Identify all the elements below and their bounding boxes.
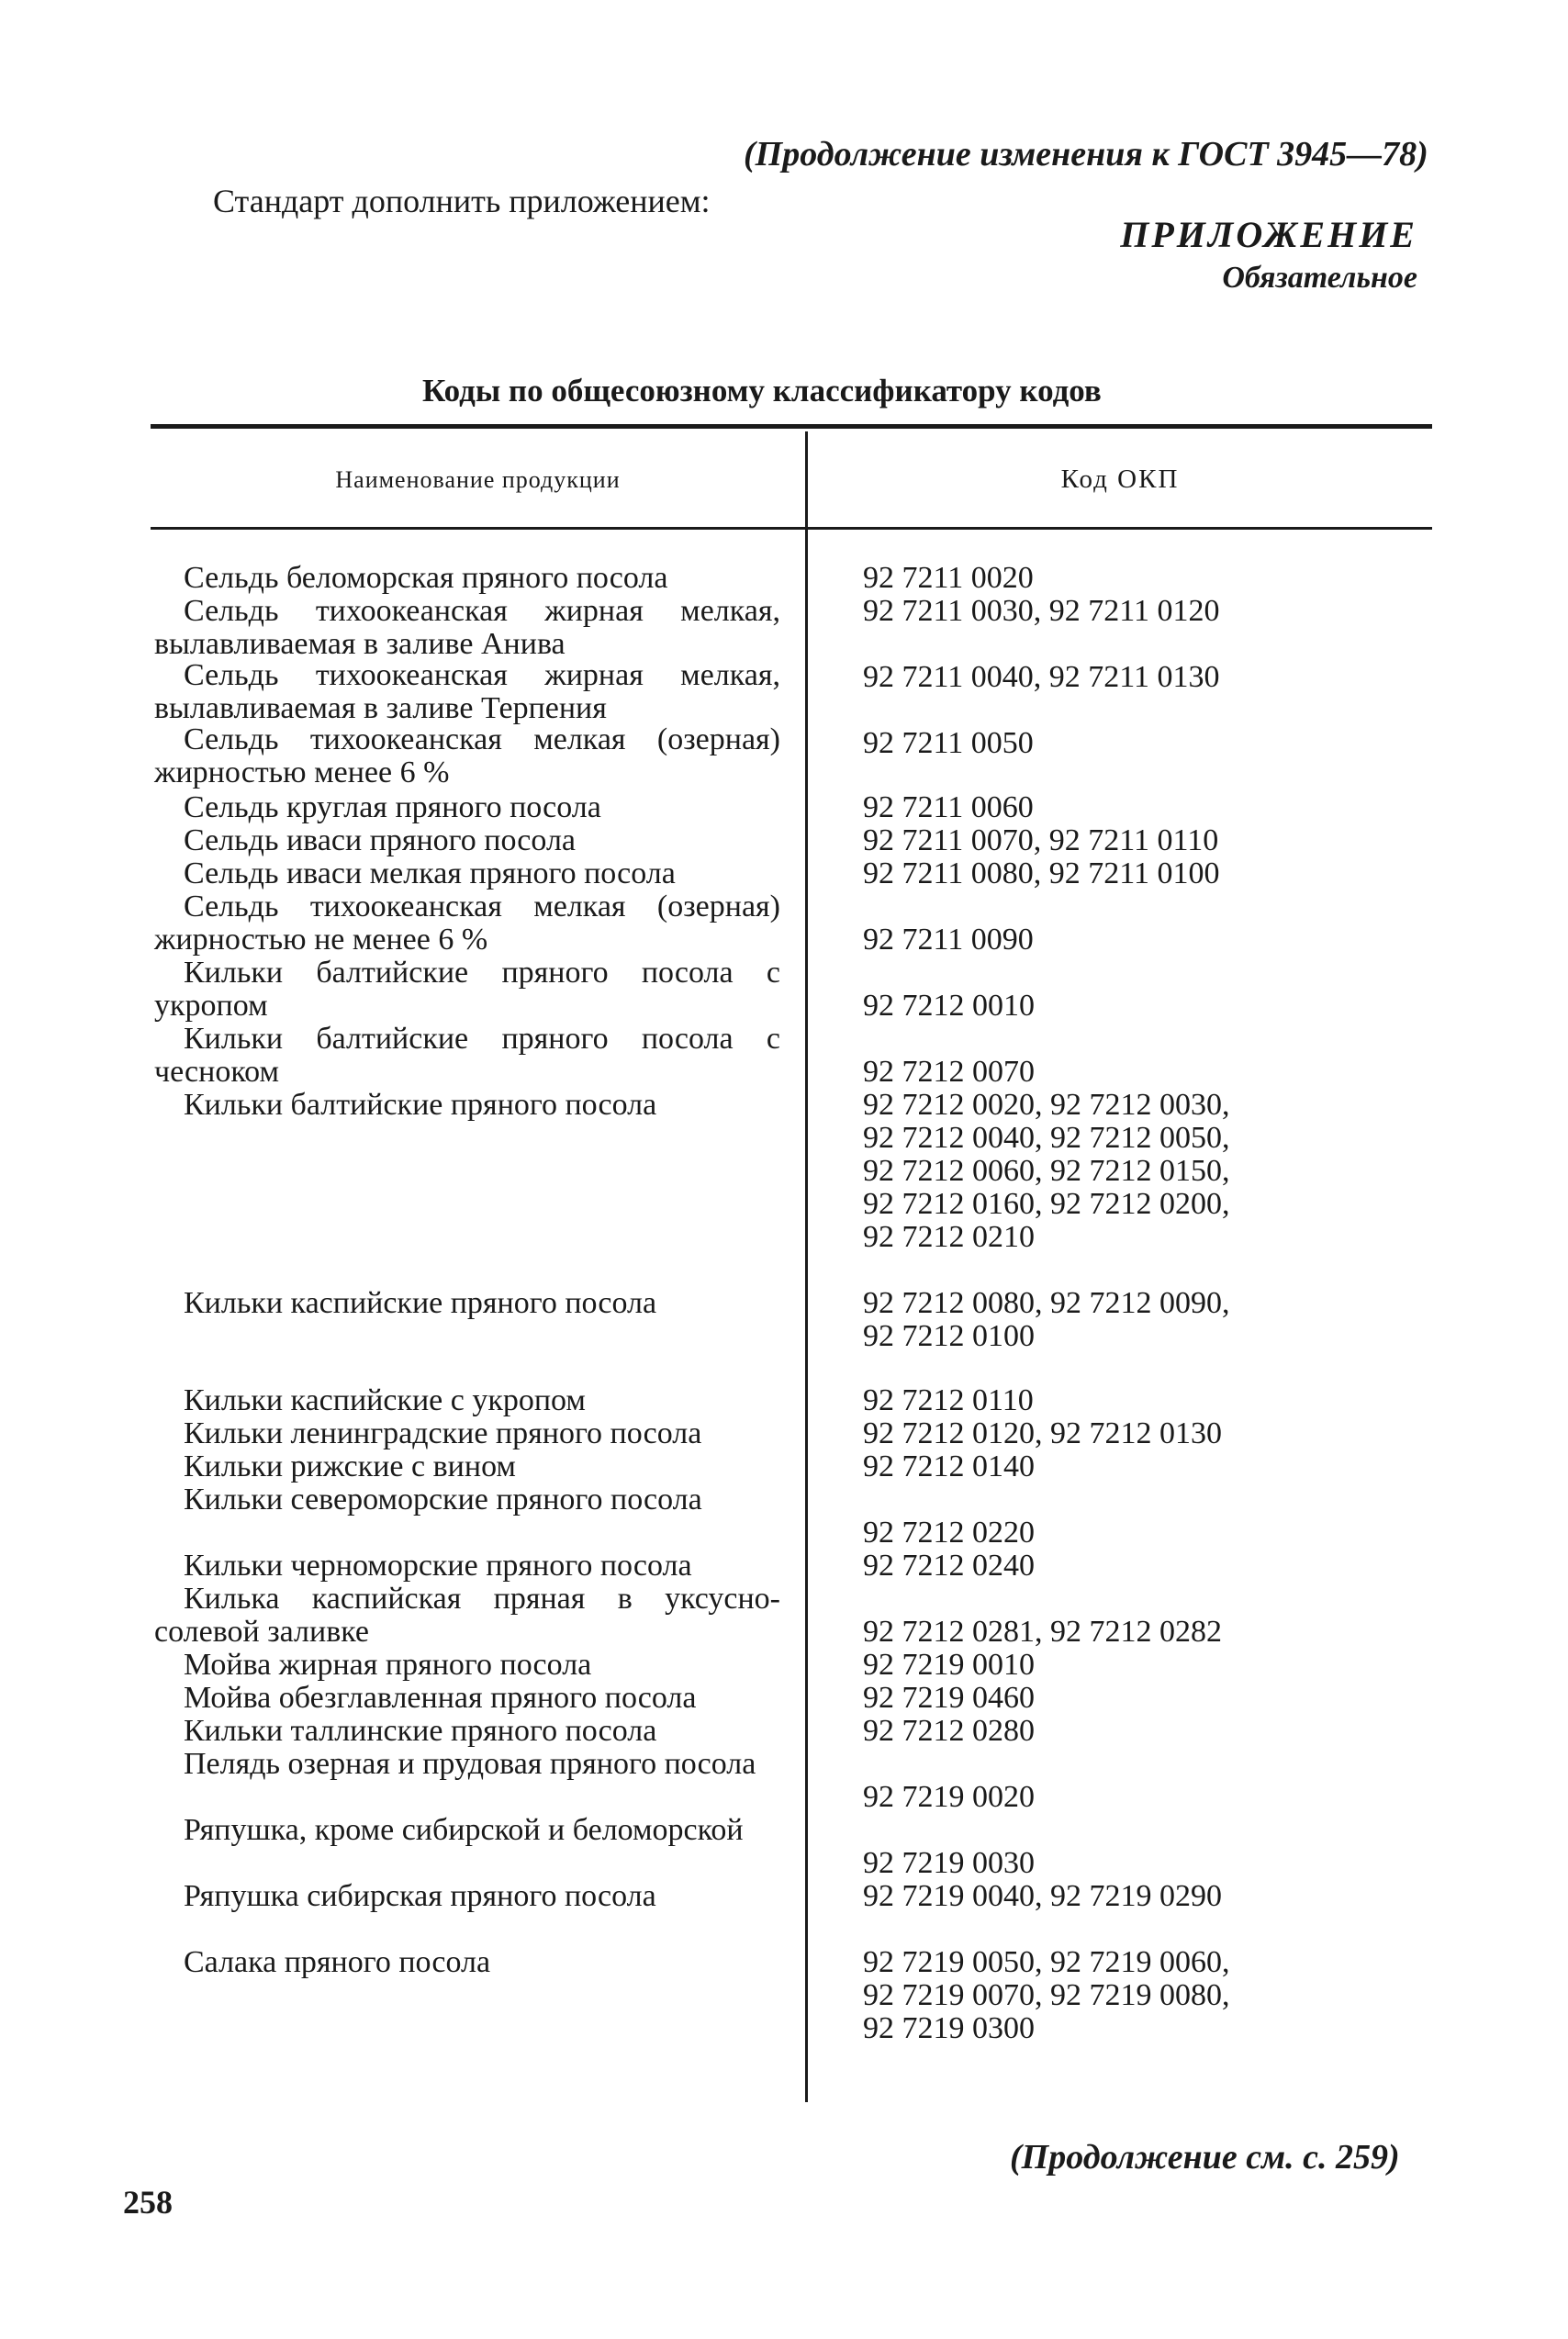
- row-code: 92 7211 0050: [863, 726, 1034, 760]
- row-name: Сельдь тихоокеанская жирная мелкая, вылавливаемая в заливе Анива: [154, 594, 780, 661]
- row-code: 92 7212 0020, 92 7212 0030, 92 7212 0040, 92 7212 0050, 92 7212 0060, 92 7212 0150, 92 7212 0160, 92 7212 0200, 92 7212 0210: [863, 1088, 1230, 1254]
- row-code: 92 7219 0030: [863, 1846, 1035, 1880]
- row-name: Сельдь тихоокеанская жирная мелкая, вылавливаемая в заливе Терпения: [154, 658, 780, 725]
- row-name: Килька каспийская пряная в уксусно-солевой заливке: [154, 1582, 780, 1649]
- row-code: 92 7212 0080, 92 7212 0090, 92 7212 0100: [863, 1286, 1230, 1353]
- column-header-code: Код ОКП: [1060, 464, 1180, 494]
- appendix-type: Обязательное: [1222, 261, 1417, 295]
- row-name: Сельдь тихоокеанская мелкая (озерная) жирностью не менее 6 %: [154, 890, 780, 957]
- row-code: 92 7211 0080, 92 7211 0100: [863, 856, 1220, 890]
- row-name: Мойва обезглавленная пряного посола: [184, 1681, 697, 1715]
- row-name: Кильки балтийские пряного посола с чесноком: [154, 1022, 780, 1089]
- appendix-heading: [1120, 213, 1417, 299]
- row-code: 92 7212 0120, 92 7212 0130: [863, 1416, 1222, 1450]
- page-number: 258: [123, 2184, 173, 2221]
- row-name: Мойва жирная пряного посола: [184, 1648, 592, 1682]
- row-name: Кильки балтийские пряного посола с укропом: [154, 956, 780, 1023]
- row-code: 92 7212 0010: [863, 989, 1035, 1023]
- row-code: 92 7219 0010: [863, 1648, 1035, 1682]
- row-code: 92 7211 0020: [863, 561, 1034, 595]
- column-header-name: Наименование продукции: [335, 466, 621, 493]
- table-top-rule: [151, 424, 1432, 429]
- row-code: 92 7219 0040, 92 7219 0290: [863, 1879, 1222, 1913]
- row-code: 92 7212 0070: [863, 1055, 1035, 1089]
- row-name: Сельдь иваси пряного посола: [184, 823, 577, 857]
- row-name: Кильки североморские пряного посола: [184, 1483, 702, 1516]
- row-name: Кильки каспийские пряного посола: [184, 1286, 657, 1320]
- row-code: 92 7211 0070, 92 7211 0110: [863, 823, 1219, 857]
- row-code: 92 7211 0040, 92 7211 0130: [863, 660, 1220, 694]
- row-name: Кильки таллинские пряного посола: [184, 1714, 657, 1748]
- row-name: Сельдь иваси мелкая пряного посола: [184, 856, 676, 890]
- row-name: Кильки ленинградские пряного посола: [184, 1416, 702, 1450]
- row-code: 92 7212 0220: [863, 1516, 1035, 1550]
- table-title: Коды по общесоюзному классификатору кодов: [422, 373, 1102, 408]
- row-name: Ряпушка, кроме сибирской и беломорской: [184, 1813, 744, 1847]
- row-name: Салака пряного посола: [184, 1945, 491, 1979]
- row-code: 92 7219 0460: [863, 1681, 1035, 1715]
- appendix-title: ПРИЛОЖЕНИЕ: [1120, 214, 1417, 255]
- row-code: 92 7219 0020: [863, 1780, 1035, 1814]
- row-code: 92 7212 0281, 92 7212 0282: [863, 1615, 1222, 1649]
- row-name: Кильки каспийские с укропом: [184, 1383, 586, 1417]
- row-code: 92 7211 0030, 92 7211 0120: [863, 594, 1220, 628]
- column-divider: [805, 431, 808, 2102]
- continuation-note: (Продолжение изменения к ГОСТ 3945—78): [744, 135, 1428, 173]
- row-code: 92 7211 0090: [863, 923, 1034, 957]
- row-name: Кильки рижские с вином: [184, 1449, 516, 1483]
- row-code: 92 7211 0060: [863, 790, 1034, 824]
- row-name: Кильки балтийские пряного посола: [184, 1088, 657, 1122]
- row-code: 92 7212 0110: [863, 1383, 1034, 1417]
- row-name: Сельдь тихоокеанская мелкая (озерная) жирностью менее 6 %: [154, 722, 780, 789]
- addition-note: Стандарт дополнить приложением:: [213, 183, 711, 219]
- row-code: 92 7219 0050, 92 7219 0060, 92 7219 0070, 92 7219 0080, 92 7219 0300: [863, 1945, 1230, 2045]
- row-code: 92 7212 0280: [863, 1714, 1035, 1748]
- row-name: Пелядь озерная и прудовая пряного посола: [184, 1747, 756, 1781]
- row-name: Кильки черноморские пряного посола: [184, 1549, 692, 1583]
- row-name: Ряпушка сибирская пряного посола: [184, 1879, 656, 1913]
- row-code: 92 7212 0240: [863, 1549, 1035, 1583]
- table-header-rule: [151, 527, 1432, 530]
- row-name: Сельдь беломорская пряного посола: [184, 561, 668, 595]
- row-code: 92 7212 0140: [863, 1449, 1035, 1483]
- continuation-footer: (Продолжение см. с. 259): [1010, 2138, 1400, 2177]
- row-name: Сельдь круглая пряного посола: [184, 790, 601, 824]
